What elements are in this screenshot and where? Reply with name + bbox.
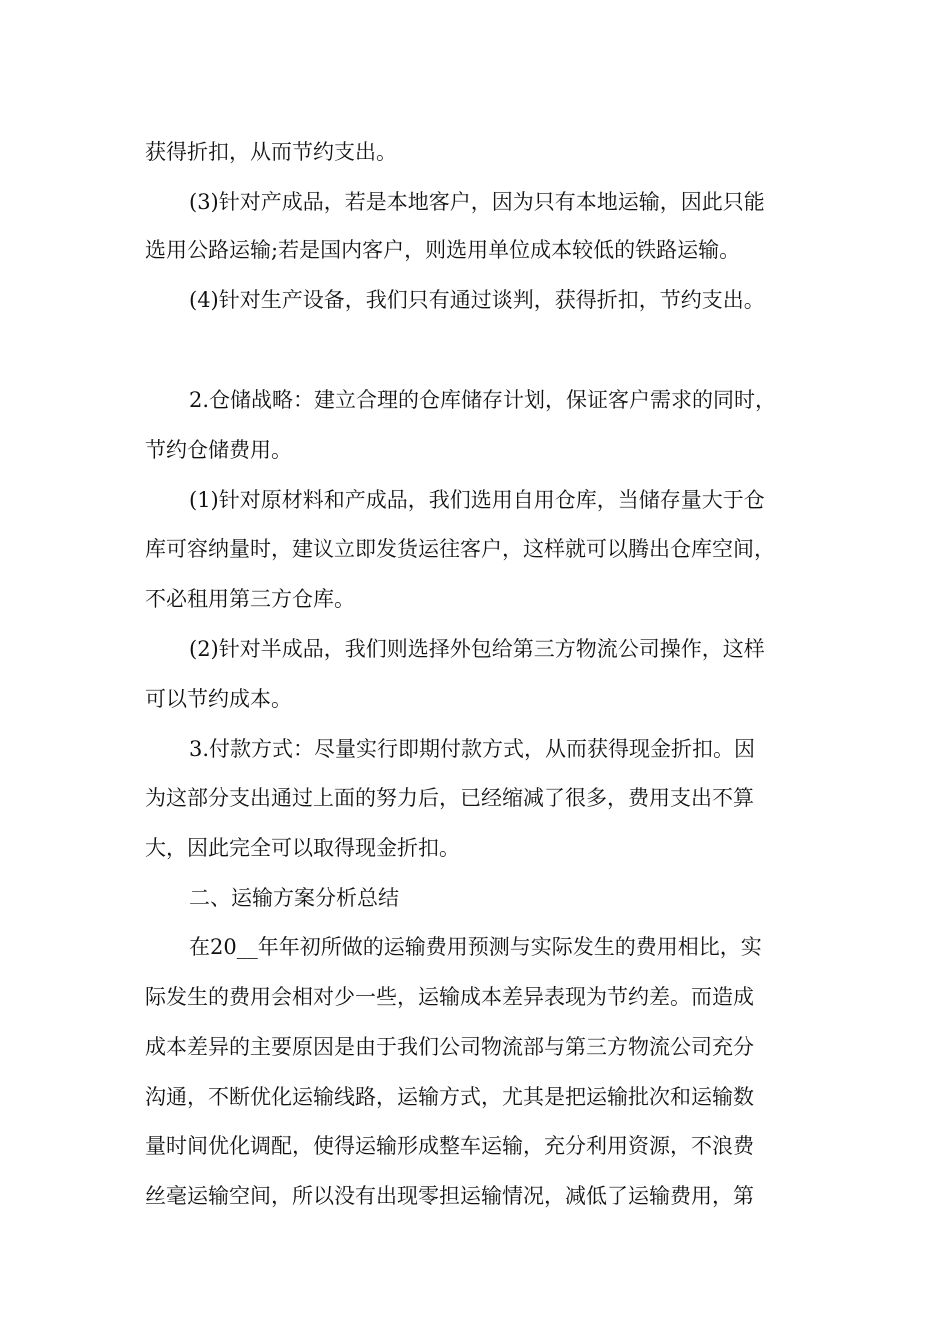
paragraph-line: 际发生的费用会相对少一些，运输成本差异表现为节约差。而造成 [145, 985, 754, 1009]
paragraph-line: 丝毫运输空间，所以没有出现零担运输情况，减低了运输费用，第 [145, 1184, 754, 1208]
paragraph-line: (2)针对半成品，我们则选择外包给第三方物流公司操作，这样 [189, 637, 765, 661]
paragraph-line: 不必租用第三方仓库。 [145, 587, 355, 611]
paragraph-line: 可以节约成本。 [145, 687, 292, 711]
paragraph-line: 在20__年年初所做的运输费用预测与实际发生的费用相比，实 [189, 935, 762, 959]
paragraph-line: 节约仓储费用。 [145, 438, 292, 462]
paragraph-line: 3.付款方式：尽量实行即期付款方式，从而获得现金折扣。因 [189, 737, 756, 761]
section-heading: 二、运输方案分析总结 [189, 886, 399, 910]
paragraph-line: (3)针对产成品，若是本地客户，因为只有本地运输，因此只能 [189, 190, 765, 214]
paragraph-line: 选用公路运输;若是国内客户，则选用单位成本较低的铁路运输。 [145, 238, 741, 262]
paragraph-line: 库可容纳量时，建议立即发货运往客户，这样就可以腾出仓库空间， [145, 537, 775, 561]
paragraph-line: 成本差异的主要原因是由于我们公司物流部与第三方物流公司充分 [145, 1035, 754, 1059]
paragraph-line: 沟通，不断优化运输线路，运输方式，尤其是把运输批次和运输数 [145, 1085, 754, 1109]
paragraph-line: 量时间优化调配，使得运输形成整车运输，充分利用资源，不浪费 [145, 1134, 754, 1158]
paragraph-line: 2.仓储战略：建立合理的仓库储存计划，保证客户需求的同时， [189, 388, 777, 412]
paragraph-line: 大，因此完全可以取得现金折扣。 [145, 836, 460, 860]
paragraph-line: 获得折扣，从而节约支出。 [145, 140, 397, 164]
paragraph-line: (1)针对原材料和产成品，我们选用自用仓库，当储存量大于仓 [189, 488, 765, 512]
paragraph-line: 为这部分支出通过上面的努力后，已经缩减了很多，费用支出不算 [145, 786, 754, 810]
paragraph-line: (4)针对生产设备，我们只有通过谈判，获得折扣，节约支出。 [189, 288, 765, 312]
